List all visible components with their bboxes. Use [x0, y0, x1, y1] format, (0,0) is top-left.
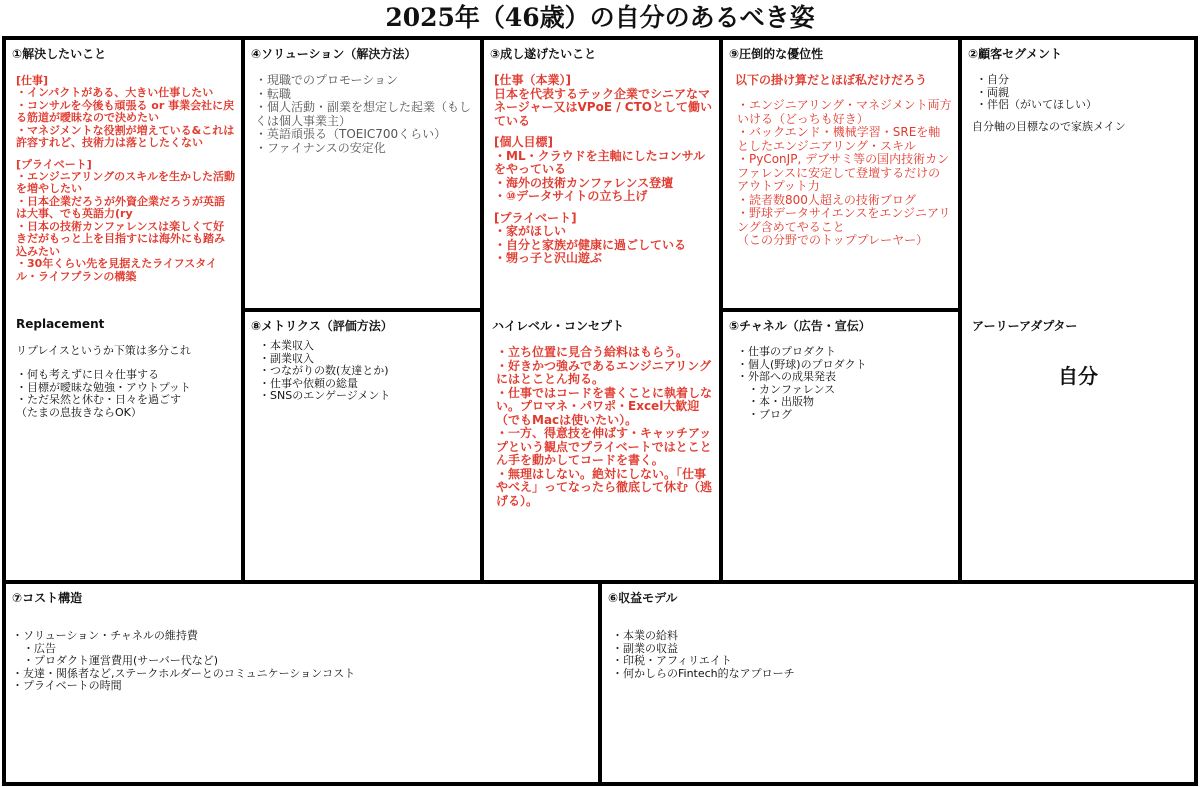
- problem-cell: [6, 40, 241, 308]
- list-item: ・⑩データサイトの立ち上げ: [494, 189, 648, 203]
- goals-group-label-work: [仕事（本業）]: [494, 73, 571, 87]
- replacement-cell: [6, 308, 241, 580]
- segment-heading: ②顧客セグメント: [968, 47, 1063, 61]
- list-item: ・仕事や依頼の総量: [259, 376, 358, 390]
- segment-cell: [962, 40, 1194, 312]
- list-item: ・ソリューション・チャネルの維持費: [12, 629, 198, 642]
- early-adopter-value: 自分: [1058, 364, 1098, 388]
- channel-cell: [723, 312, 958, 580]
- list-item: ・現職でのプロモーション: [255, 73, 399, 87]
- cost-heading: ⑦コスト構造: [12, 591, 83, 605]
- list-item: ・本業収入: [259, 339, 314, 352]
- list-item: ・外部への成果発表: [737, 370, 836, 383]
- list-item: ・読者数800人超えの技術ブログ: [737, 192, 916, 207]
- list-item: （この分野でのトッププレーヤー）: [737, 233, 929, 247]
- metrics-list: [251, 340, 474, 403]
- solution-list: [251, 74, 474, 155]
- revenue-heading: ⑥収益モデル: [608, 591, 678, 605]
- list-item: ・ML・クラウドを主軸にしたコンサルをやっている: [494, 148, 705, 176]
- list-item: ・コンサルを今後も頑張る or 事業会社に戻る筋道が曖昧なので決めたい: [16, 98, 235, 124]
- list-item: ・一方、得意技を伸ばす・キャッチアップという観点でプライベートではとことん手を動かしてコードを書く。: [496, 426, 712, 467]
- list-item: ・プライベートの時間: [12, 679, 122, 692]
- list-item: ・印税・アフィリエイト: [612, 654, 732, 667]
- list-item: ・日本の技術カンファレンスは楽しくて好きだがもっと上を目指すには海外にも踏み込みたい: [16, 219, 225, 258]
- list-item: ・転職: [255, 86, 292, 101]
- list-item: ・目標が曖昧な勉強・アウトプット: [16, 380, 191, 394]
- concept-list: [490, 346, 713, 508]
- list-item: ・広告: [12, 641, 56, 655]
- list-item: ・ブログ: [737, 407, 792, 421]
- advantage-lead: 以下の掛け算だとほぼ私だけだろう: [735, 73, 928, 87]
- goals-personal-list: [490, 136, 713, 204]
- list-item: ・プロダクト運営費用(サーバー代など): [12, 654, 219, 667]
- list-item: ・本・出版物: [737, 395, 814, 408]
- list-item: ・伴侶（がいてほしい）: [976, 98, 1097, 111]
- list-item: ・無理はしない。絶対にしない。「仕事やべえ」ってなったら徹底して休む（逃げる）。: [496, 466, 713, 508]
- list-item: ・副業の収益: [612, 641, 678, 655]
- segment-list: [968, 74, 1188, 112]
- list-item: ・ただ呆然と休む・日々を過ごす: [16, 393, 181, 406]
- cost-cell: [6, 584, 598, 782]
- goals-group-label-private: [プライベート]: [494, 210, 577, 225]
- page-title: 2025年（46歳）の自分のあるべき姿: [385, 3, 815, 32]
- solution-heading: ④ソリューション（解決方法）: [251, 47, 417, 61]
- list-item: ・自分: [976, 73, 1009, 86]
- revenue-cell: [602, 584, 1194, 782]
- list-item: ・ファイナンスの安定化: [255, 140, 386, 155]
- problem-groups: [12, 74, 235, 283]
- list-item: ・バックエンド・機械学習・SREを軸としたエンジニアリング・スキル: [737, 125, 941, 153]
- list-item: ・PyConJP, デブサミ等の国内技術カンファレンスに安定して登壇するだけのアウトプット力: [737, 152, 950, 193]
- list-item: ・海外の技術カンファレンス登壇: [494, 175, 674, 190]
- list-item: ・マネジメントな役割が増えている&これは許容すれど、技術力は落としたくない: [16, 123, 235, 149]
- list-item: ・個人活動・副業を想定した起業（もしくは個人事業主）: [255, 100, 472, 128]
- list-item: ・仕事のプロダクト: [737, 345, 836, 358]
- problem-group-label-work: [仕事]: [16, 74, 49, 87]
- goals-group-label-personal: [個人目標]: [494, 135, 553, 149]
- metrics-cell: [245, 312, 480, 580]
- list-item: （たまの息抜きならOK）: [16, 405, 142, 419]
- problem-group-label-private: [プライベート]: [16, 157, 92, 171]
- advantage-heading: ⑨圧倒的な優位性: [729, 47, 824, 61]
- channel-list: [729, 346, 952, 421]
- list-item: ・副業収入: [259, 351, 314, 365]
- list-item: ・日本企業だろうが外資企業だろうが英語は大事、でも英語力(ry: [16, 194, 225, 220]
- early-adopter-heading: アーリーアダプター: [972, 319, 1078, 333]
- list-item: ・立ち位置に見合う給料はもらう。: [496, 345, 689, 359]
- replacement-list: [12, 369, 235, 419]
- early-adopter-cell: [962, 312, 1194, 580]
- metrics-heading: ⑧メトリクス（評価方法）: [251, 319, 393, 333]
- list-item: ・仕事ではコードを書くことに執着しない。プロマネ・パワポ・Excel大歓迎（でもMacは使いたい）。: [496, 385, 713, 427]
- goals-private-list: [490, 212, 713, 266]
- list-item: ・英語頑張る（TOEIC700くらい）: [255, 127, 447, 141]
- advantage-cell: [723, 40, 958, 308]
- list-item: ・何かしらのFintech的なアプローチ: [612, 666, 795, 680]
- advantage-list: [729, 99, 952, 248]
- list-item: ・SNSのエンゲージメント: [259, 389, 391, 402]
- concept-cell: [484, 312, 719, 580]
- list-item: ・何も考えずに日々仕事する: [16, 368, 159, 381]
- list-item: ・カンファレンス: [737, 382, 836, 396]
- list-item: ・友達・関係者など,ステークホルダーとのコミュニケーションコスト: [12, 666, 356, 680]
- problem-heading: ①解決したいこと: [12, 47, 107, 61]
- solution-cell: [245, 40, 480, 308]
- problem-work-list: [12, 87, 235, 150]
- channel-heading: ⑤チャネル（広告・宣伝）: [729, 319, 871, 333]
- list-item: ・エンジニアリング・マネジメント両方いける（どっちも好き）: [737, 98, 952, 126]
- replacement-lead: リプレイスというか下策は多分これ: [16, 344, 191, 357]
- goals-heading: ③成し遂げたいこと: [490, 47, 597, 61]
- concept-heading: ハイレベル・コンセプト: [492, 319, 625, 333]
- list-item: ・両親: [976, 85, 1009, 99]
- list-item: ・自分と家族が健康に過ごしている: [494, 237, 687, 252]
- list-item: ・つながりの数(友達とか): [259, 364, 389, 377]
- list-item: ・甥っ子と沢山遊ぶ: [494, 251, 603, 265]
- list-item: 日本を代表するテック企業でシニアなマネージャー又はVPoE / CTOとして働いている: [494, 86, 712, 128]
- list-item: ・エンジニアリングのスキルを生かした活動を増やしたい: [16, 169, 235, 195]
- list-item: ・野球データサイエンスをエンジニアリング含めてやること: [737, 206, 951, 234]
- cost-list: [12, 630, 592, 693]
- list-item: ・本業の給料: [612, 629, 678, 642]
- goals-cell: [484, 40, 719, 312]
- list-item: ・インパクトがある、大きい仕事したい: [16, 86, 214, 99]
- replacement-heading: Replacement: [16, 317, 105, 331]
- problem-private-list: [12, 171, 235, 284]
- list-item: ・個人(野球)のプロダクト: [737, 357, 867, 371]
- goals-work-list: [490, 74, 713, 128]
- revenue-list: [608, 630, 1188, 680]
- list-item: ・家がほしい: [494, 224, 567, 238]
- lean-canvas-board: [2, 36, 1198, 786]
- list-item: ・好きかつ強みであるエンジニアリングにはとことん拘る。: [496, 358, 711, 386]
- segment-note: 自分軸の目標なので家族メイン: [972, 119, 1126, 133]
- list-item: ・30年くらい先を見据えたライフスタイル・ライフプランの構築: [16, 257, 217, 283]
